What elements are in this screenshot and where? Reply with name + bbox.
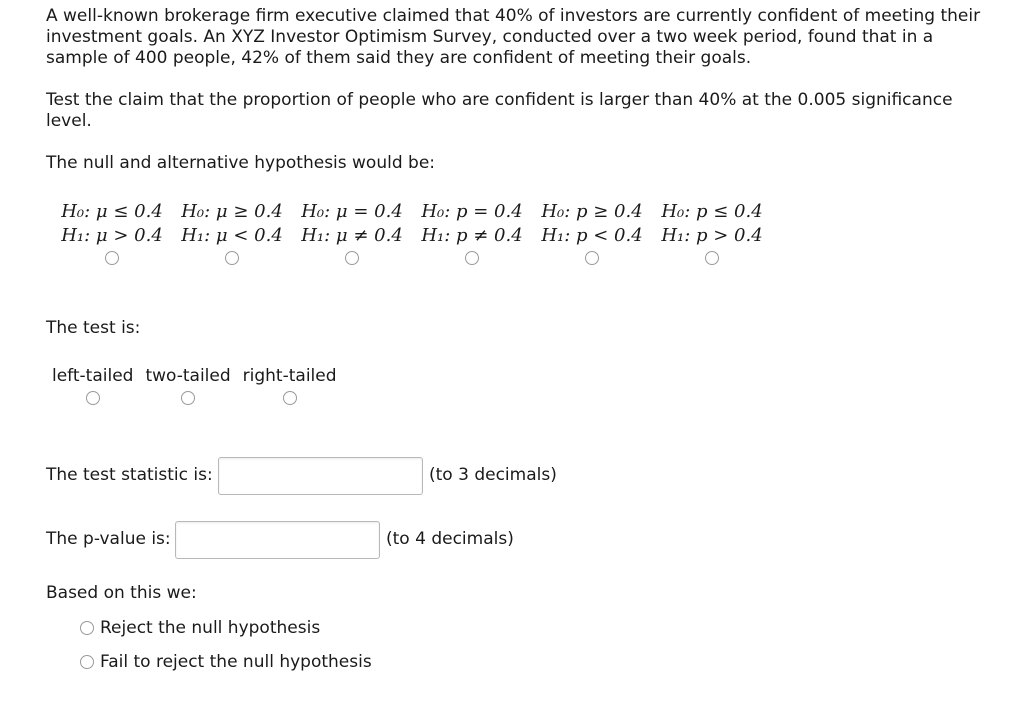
test-type-two-tailed[interactable] — [145, 365, 230, 405]
decision-reject[interactable] — [80, 618, 320, 638]
null-hypothesis: H₀: μ ≥ 0.4 — [181, 201, 283, 222]
null-hypothesis: H₀: p ≥ 0.4 — [541, 201, 643, 222]
right-tailed-radio[interactable] — [283, 391, 297, 405]
alternative-hypothesis: H₁: p < 0.4 — [541, 225, 643, 246]
fail-to-reject-radio[interactable] — [80, 655, 94, 669]
alternative-hypothesis: H₁: μ ≠ 0.4 — [301, 225, 403, 246]
test-type-label: left-tailed — [52, 366, 134, 386]
hypothesis-prompt: The null and alternative hypothesis would be: — [46, 153, 436, 173]
test-statistic-input[interactable] — [218, 457, 423, 495]
hypothesis-radio-1[interactable] — [105, 251, 119, 265]
hypothesis-radio-4[interactable] — [465, 251, 479, 265]
test-type-options — [52, 365, 337, 405]
p-value-input[interactable] — [175, 521, 380, 559]
decision-fail-to-reject[interactable] — [80, 652, 372, 672]
null-hypothesis: H₀: μ ≤ 0.4 — [61, 201, 163, 222]
hypothesis-options — [52, 200, 772, 265]
decision-label: Reject the null hypothesis — [100, 618, 321, 638]
decision-prompt: Based on this we: — [46, 583, 197, 603]
test-statistic-hint: (to 3 decimals) — [429, 465, 557, 485]
null-hypothesis: H₀: p = 0.4 — [421, 201, 523, 222]
reject-radio[interactable] — [80, 621, 94, 635]
hypothesis-radio-2[interactable] — [225, 251, 239, 265]
hypothesis-option-3[interactable] — [292, 200, 412, 265]
two-tailed-radio[interactable] — [181, 391, 195, 405]
hypothesis-option-2[interactable] — [172, 200, 292, 265]
p-value-hint: (to 4 decimals) — [386, 529, 514, 549]
test-type-prompt: The test is: — [46, 318, 141, 338]
hypothesis-option-1[interactable] — [52, 200, 172, 265]
alternative-hypothesis: H₁: μ > 0.4 — [61, 225, 163, 246]
hypothesis-radio-3[interactable] — [345, 251, 359, 265]
alternative-hypothesis: H₁: p ≠ 0.4 — [421, 225, 523, 246]
alternative-hypothesis: H₁: μ < 0.4 — [181, 225, 283, 246]
problem-intro: A well-known brokerage firm executive claimed that 40% of investors are currently confident of meeting their investment goals. An XYZ Investor Optimism Survey, conducted over a two week period, found that in a sample of 400 people, 42% of them said they are confident of meeting their goals. — [46, 6, 981, 68]
hypothesis-radio-6[interactable] — [705, 251, 719, 265]
decision-label: Fail to reject the null hypothesis — [100, 652, 372, 672]
null-hypothesis: H₀: p ≤ 0.4 — [661, 201, 763, 222]
p-value-label: The p-value is: — [46, 529, 171, 549]
null-hypothesis: H₀: μ = 0.4 — [301, 201, 403, 222]
alternative-hypothesis: H₁: p > 0.4 — [661, 225, 763, 246]
hypothesis-radio-5[interactable] — [585, 251, 599, 265]
problem-claim: Test the claim that the proportion of people who are confident is larger than 40% at the 0.005 significance level. — [46, 90, 953, 131]
test-type-left-tailed[interactable] — [52, 365, 133, 405]
hypothesis-option-5[interactable] — [532, 200, 652, 265]
test-type-label: two-tailed — [145, 366, 231, 386]
hypothesis-option-4[interactable] — [412, 200, 532, 265]
test-type-right-tailed[interactable] — [243, 365, 337, 405]
test-statistic-label: The test statistic is: — [46, 465, 213, 485]
hypothesis-option-6[interactable] — [652, 200, 772, 265]
test-type-label: right-tailed — [242, 366, 337, 386]
left-tailed-radio[interactable] — [86, 391, 100, 405]
